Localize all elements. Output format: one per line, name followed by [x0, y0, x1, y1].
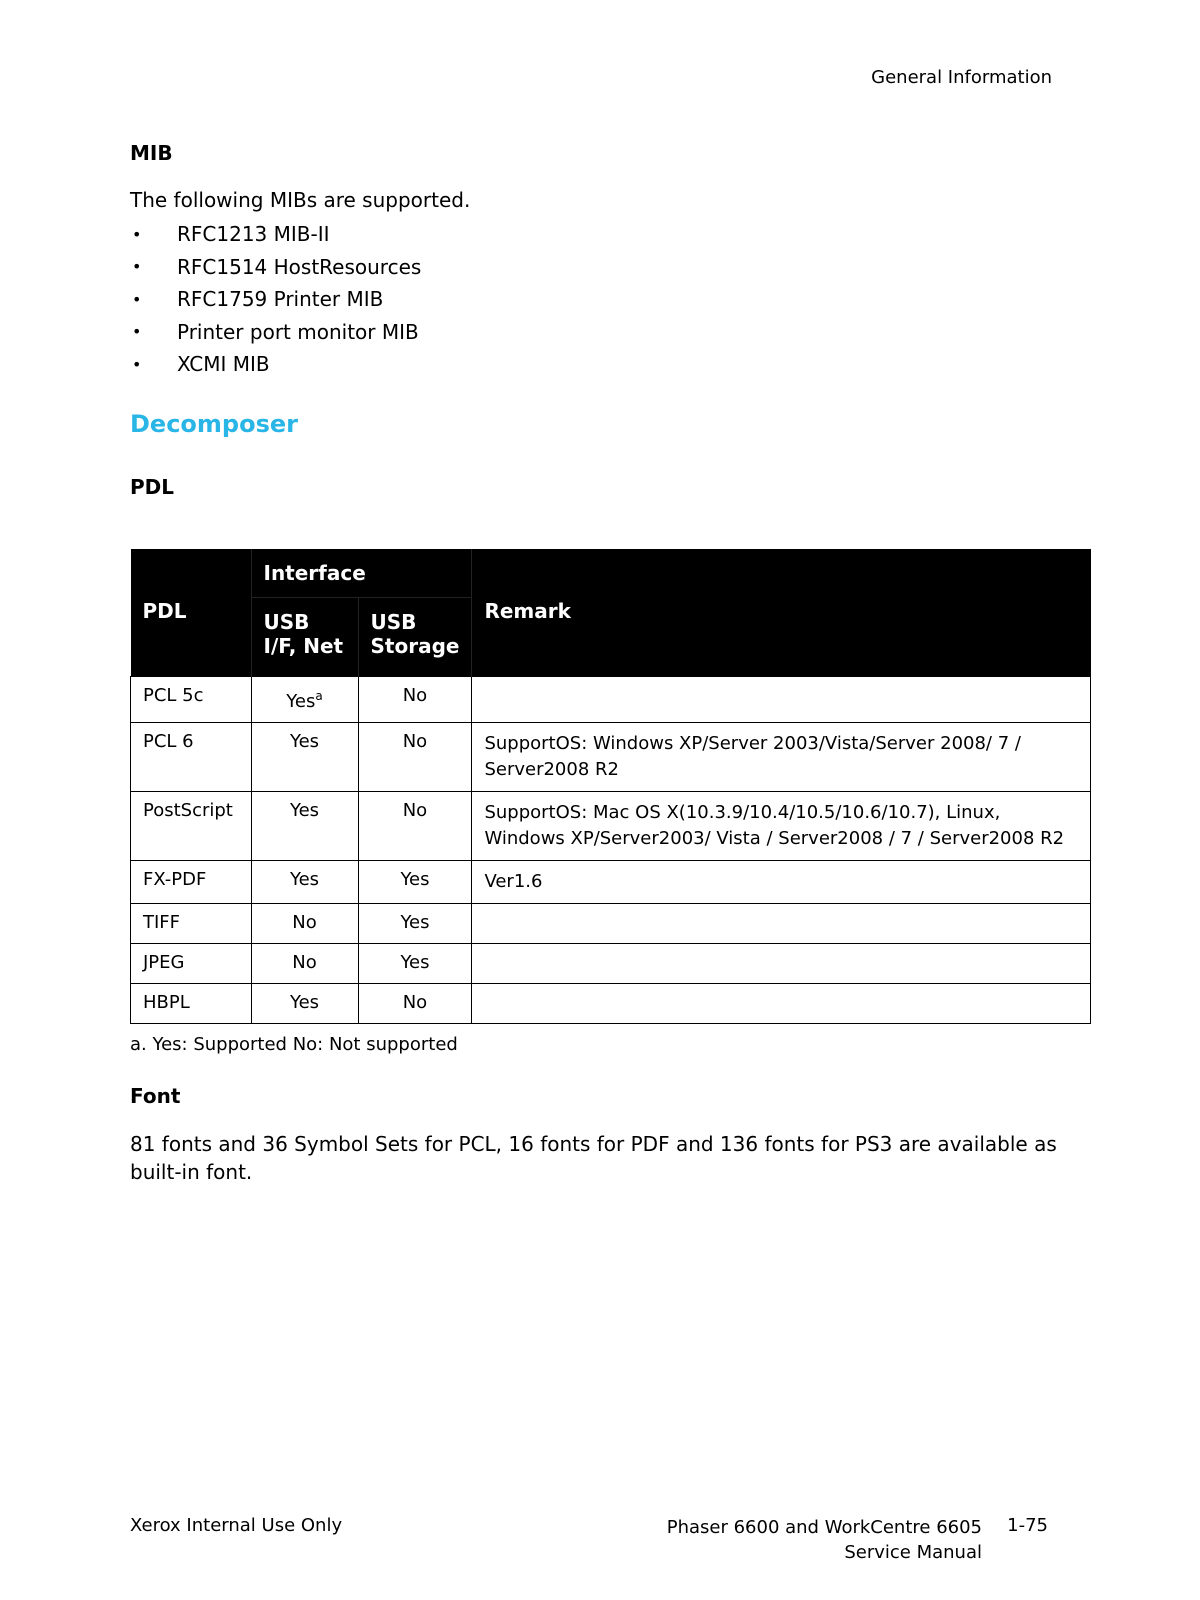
cell-usb-net: Yes	[251, 984, 358, 1024]
cell-usb-net: Yes	[251, 723, 358, 792]
column-header-remark: Remark	[472, 549, 1091, 677]
table-row	[131, 861, 1091, 904]
cell-pdl: PostScript	[131, 792, 252, 861]
cell-pdl: PCL 5c	[131, 677, 252, 723]
cell-usb-net: No	[251, 904, 358, 944]
column-header-usb-net: USB I/F, Net	[251, 598, 358, 677]
cell-remark: SupportOS: Windows XP/Server 2003/Vista/Server 2008/ 7 / Server2008 R2	[472, 723, 1091, 792]
pdl-heading: PDL	[130, 475, 175, 499]
cell-usb-storage: No	[358, 677, 472, 723]
cell-pdl: PCL 6	[131, 723, 252, 792]
bullet-icon: •	[132, 354, 142, 374]
cell-remark: SupportOS: Mac OS X(10.3.9/10.4/10.5/10.6/10.7), Linux, Windows XP/Server2003/ Vista / Server2008 / 7 / Server2008 R2	[472, 792, 1091, 861]
column-header-pdl: PDL	[131, 549, 252, 677]
running-header: General Information	[871, 67, 1052, 88]
list-item: • RFC1213 MIB-II	[132, 222, 330, 247]
cell-pdl: FX-PDF	[131, 861, 252, 904]
mib-intro: The following MIBs are supported.	[130, 188, 471, 212]
list-item: • XCMI MIB	[132, 352, 270, 377]
cell-pdl: TIFF	[131, 904, 252, 944]
cell-usb-storage: No	[358, 792, 472, 861]
cell-remark	[472, 904, 1091, 944]
bullet-icon: •	[132, 289, 142, 309]
cell-usb-net: Yes$^a$	[251, 677, 358, 723]
cell-remark	[472, 677, 1091, 723]
cell-usb-storage: No	[358, 984, 472, 1024]
cell-pdl: HBPL	[131, 984, 252, 1024]
footer-classification: Xerox Internal Use Only	[130, 1515, 343, 1536]
column-header-usb-storage: USB Storage	[358, 598, 472, 677]
decomposer-heading: Decomposer	[130, 410, 298, 438]
cell-usb-storage: Yes	[358, 904, 472, 944]
cell-usb-net: No	[251, 944, 358, 984]
footnote-marker: a	[315, 689, 323, 703]
mib-list	[130, 218, 421, 381]
cell-usb-storage: Yes	[358, 944, 472, 984]
page-number: 1-75	[1007, 1515, 1048, 1536]
table-row	[131, 944, 1091, 984]
table-footnote: a. Yes: Supported No: Not supported	[130, 1034, 458, 1055]
cell-usb-storage: Yes	[358, 861, 472, 904]
table-row	[131, 723, 1091, 792]
mib-heading: MIB	[130, 141, 173, 165]
footer-product	[667, 1515, 982, 1565]
font-paragraph: 81 fonts and 36 Symbol Sets for PCL, 16 fonts for PDF and 136 fonts for PS3 are available as built-in font.	[130, 1132, 1057, 1184]
list-item: • RFC1759 Printer MIB	[132, 287, 384, 312]
cell-usb-storage: No	[358, 723, 472, 792]
footer-product-name: Phaser 6600 and WorkCentre 6605	[666, 1517, 982, 1538]
cell-usb-net: Yes	[251, 861, 358, 904]
cell-remark	[472, 944, 1091, 984]
cell-pdl: JPEG	[131, 944, 252, 984]
cell-usb-net: Yes	[251, 792, 358, 861]
pdl-table	[130, 549, 1091, 1024]
bullet-icon: •	[132, 257, 142, 277]
bullet-icon: •	[132, 322, 142, 342]
footer-manual-name: Service Manual	[844, 1542, 982, 1563]
font-heading: Font	[130, 1084, 181, 1108]
table-row	[131, 677, 1091, 723]
table-row	[131, 792, 1091, 861]
table-row	[131, 904, 1091, 944]
cell-remark	[472, 984, 1091, 1024]
cell-remark: Ver1.6	[472, 861, 1091, 904]
bullet-icon: •	[132, 224, 142, 244]
column-header-interface: Interface	[251, 549, 472, 598]
list-item: • Printer port monitor MIB	[132, 319, 419, 344]
table-row	[131, 984, 1091, 1024]
list-item: • RFC1514 HostResources	[132, 254, 422, 279]
